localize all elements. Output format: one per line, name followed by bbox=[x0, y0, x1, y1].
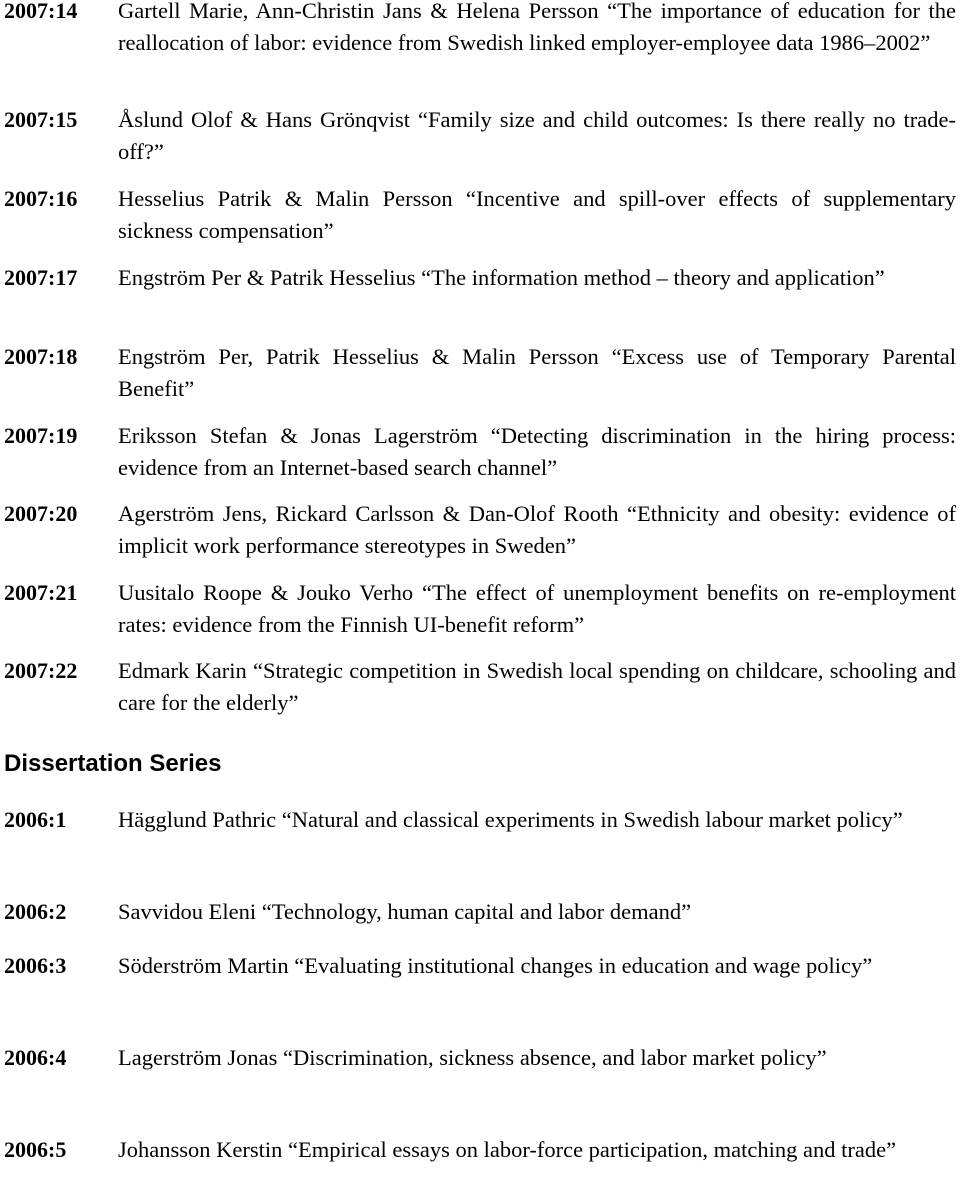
dissertation-title: Evaluating institutional changes in education and wage policy bbox=[304, 953, 863, 978]
paper-number: 2007:15 bbox=[4, 107, 78, 132]
paper-authors: Uusitalo Roope & Jouko Verho bbox=[118, 580, 414, 605]
paper-authors: Hesselius Patrik & Malin Persson bbox=[118, 186, 453, 211]
dissertation-citation: Johansson Kerstin “Empirical essays on labor-force participation, matching and trade” bbox=[118, 1137, 897, 1162]
dissertation-title: Empirical essays on labor-force participation, matching and trade bbox=[298, 1137, 887, 1162]
paper-citation: Edmark Karin “Strategic competition in Swedish local spending on childcare, schooling and care for the elderly” bbox=[118, 658, 956, 715]
dissertation-number: 2006:4 bbox=[4, 1045, 67, 1070]
paper-number: 2007:18 bbox=[4, 344, 78, 369]
paper-title: The importance of education for the reallocation of labor: evidence from Swedish linked employer-employee data 1986–2002 bbox=[118, 0, 956, 55]
dissertation-author: Savvidou Eleni bbox=[118, 899, 257, 924]
dissertation-author: Hägglund Pathric bbox=[118, 807, 277, 832]
paper-citation: Uusitalo Roope & Jouko Verho “The effect of unemployment benefits on re-employment rates: evidence from the Finnish UI-benefit reform” bbox=[118, 580, 956, 637]
dissertation-title: Discrimination, sickness absence, and labor market policy bbox=[292, 1045, 817, 1070]
paper-authors: Engström Per, Patrik Hesselius & Malin Persson bbox=[118, 344, 599, 369]
paper-title: Ethnicity and obesity: evidence of implicit work performance stereotypes in Sweden bbox=[118, 501, 956, 558]
paper-title: Excess use of Temporary Parental Benefit bbox=[118, 344, 956, 401]
paper-title: The information method – theory and application bbox=[431, 265, 875, 290]
paper-authors: Åslund Olof & Hans Grönqvist bbox=[118, 107, 410, 132]
paper-number: 2007:16 bbox=[4, 186, 78, 211]
paper-citation: Engström Per & Patrik Hesselius “The information method – theory and application” bbox=[118, 265, 885, 290]
dissertation-citation: Hägglund Pathric “Natural and classical experiments in Swedish labour market policy” bbox=[118, 807, 903, 832]
dissertation-author: Johansson Kerstin bbox=[118, 1137, 283, 1162]
paper-authors: Edmark Karin bbox=[118, 658, 247, 683]
paper-citation: Engström Per, Patrik Hesselius & Malin Persson “Excess use of Temporary Parental Benefit” bbox=[118, 344, 956, 401]
dissertation-number: 2006:1 bbox=[4, 807, 67, 832]
dissertation-author: Lagerström Jonas bbox=[118, 1045, 278, 1070]
section-heading: Dissertation Series bbox=[4, 750, 222, 777]
paper-title: Incentive and spill-over effects of supplementary sickness compensation bbox=[118, 186, 956, 243]
dissertation-citation: Söderström Martin “Evaluating institutional changes in education and wage policy” bbox=[118, 953, 873, 978]
paper-number: 2007:22 bbox=[4, 658, 78, 683]
paper-authors: Gartell Marie, Ann-Christin Jans & Helena Persson bbox=[118, 0, 599, 23]
paper-number: 2007:17 bbox=[4, 265, 78, 290]
dissertation-number: 2006:2 bbox=[4, 899, 67, 924]
paper-title: Strategic competition in Swedish local spending on childcare, schooling and care for the elderly bbox=[118, 658, 956, 715]
dissertation-number: 2006:5 bbox=[4, 1137, 67, 1162]
paper-number: 2007:14 bbox=[4, 0, 78, 23]
paper-title: Detecting discrimination in the hiring process: evidence from an Internet-based search channel bbox=[118, 423, 956, 480]
dissertation-title: Natural and classical experiments in Swedish labour market policy bbox=[291, 807, 893, 832]
dissertation-number: 2006:3 bbox=[4, 953, 67, 978]
paper-citation: Agerström Jens, Rickard Carlsson & Dan-Olof Rooth “Ethnicity and obesity: evidence of implicit work performance stereotypes in Sweden” bbox=[118, 501, 956, 558]
paper-number: 2007:19 bbox=[4, 423, 78, 448]
paper-number: 2007:21 bbox=[4, 580, 78, 605]
dissertation-title: Technology, human capital and labor demand bbox=[271, 899, 682, 924]
paper-citation: Gartell Marie, Ann-Christin Jans & Helena Persson “The importance of education for the reallocation of labor: evidence from Swedish linked employer-employee data 1986–2002” bbox=[118, 0, 956, 55]
dissertation-citation: Savvidou Eleni “Technology, human capital and labor demand” bbox=[118, 899, 692, 924]
paper-title: Family size and child outcomes: Is there really no trade-off? bbox=[118, 107, 956, 164]
dissertation-citation: Lagerström Jonas “Discrimination, sickness absence, and labor market policy” bbox=[118, 1045, 827, 1070]
paper-authors: Engström Per & Patrik Hesselius bbox=[118, 265, 416, 290]
dissertation-author: Söderström Martin bbox=[118, 953, 289, 978]
paper-citation: Eriksson Stefan & Jonas Lagerström “Detecting discrimination in the hiring process: evidence from an Internet-based search channel” bbox=[118, 423, 956, 480]
paper-citation: Hesselius Patrik & Malin Persson “Incentive and spill-over effects of supplementary sickness compensation” bbox=[118, 186, 956, 243]
paper-number: 2007:20 bbox=[4, 501, 78, 526]
paper-title: The effect of unemployment benefits on re-employment rates: evidence from the Finnish UI-benefit reform bbox=[118, 580, 956, 637]
paper-citation: Åslund Olof & Hans Grönqvist “Family size and child outcomes: Is there really no trade-off?” bbox=[118, 107, 956, 164]
paper-authors: Agerström Jens, Rickard Carlsson & Dan-Olof Rooth bbox=[118, 501, 619, 526]
paper-authors: Eriksson Stefan & Jonas Lagerström bbox=[118, 423, 478, 448]
